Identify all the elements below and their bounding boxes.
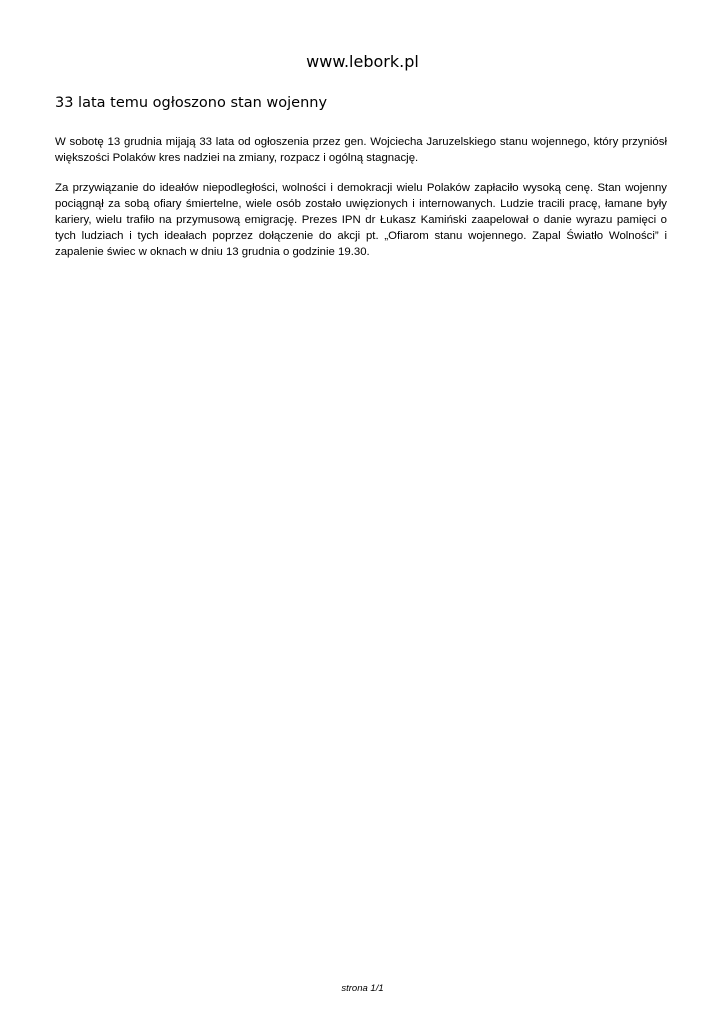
page-number: strona 1/1 <box>341 983 384 994</box>
article-body <box>55 134 667 274</box>
site-header: www.lebork.pl <box>306 52 419 71</box>
article-paragraph: Za przywiązanie do ideałów niepodległości, wolności i demokracji wielu Polaków zapłaciło wysoką cenę. Stan wojenny pociągnął za sobą ofiary śmiertelne, wiele osób zostało uwięzionych i internowanych. Ludzie tracili pracę, łamane były kariery, wielu trafiło na przymusową emigrację. Prezes IPN dr Łukasz Kamiński zaapelował o danie wyrazu pamięci o tych ludziach i tych ideałach poprzez dołączenie do akcji pt. „Ofiarom stanu wojennego. Zapal Światło Wolności” i zapalenie świec w oknach w dniu 13 grudnia o godzinie 19.30. <box>55 182 667 258</box>
article-title: 33 lata temu ogłoszono stan wojenny <box>55 95 328 111</box>
article-paragraph: W sobotę 13 grudnia mijają 33 lata od ogłoszenia przez gen. Wojciecha Jaruzelskiego stanu wojennego, który przyniósł większości Polaków kres nadziei na zmiany, rozpacz i ogólną stagnację. <box>55 136 667 164</box>
